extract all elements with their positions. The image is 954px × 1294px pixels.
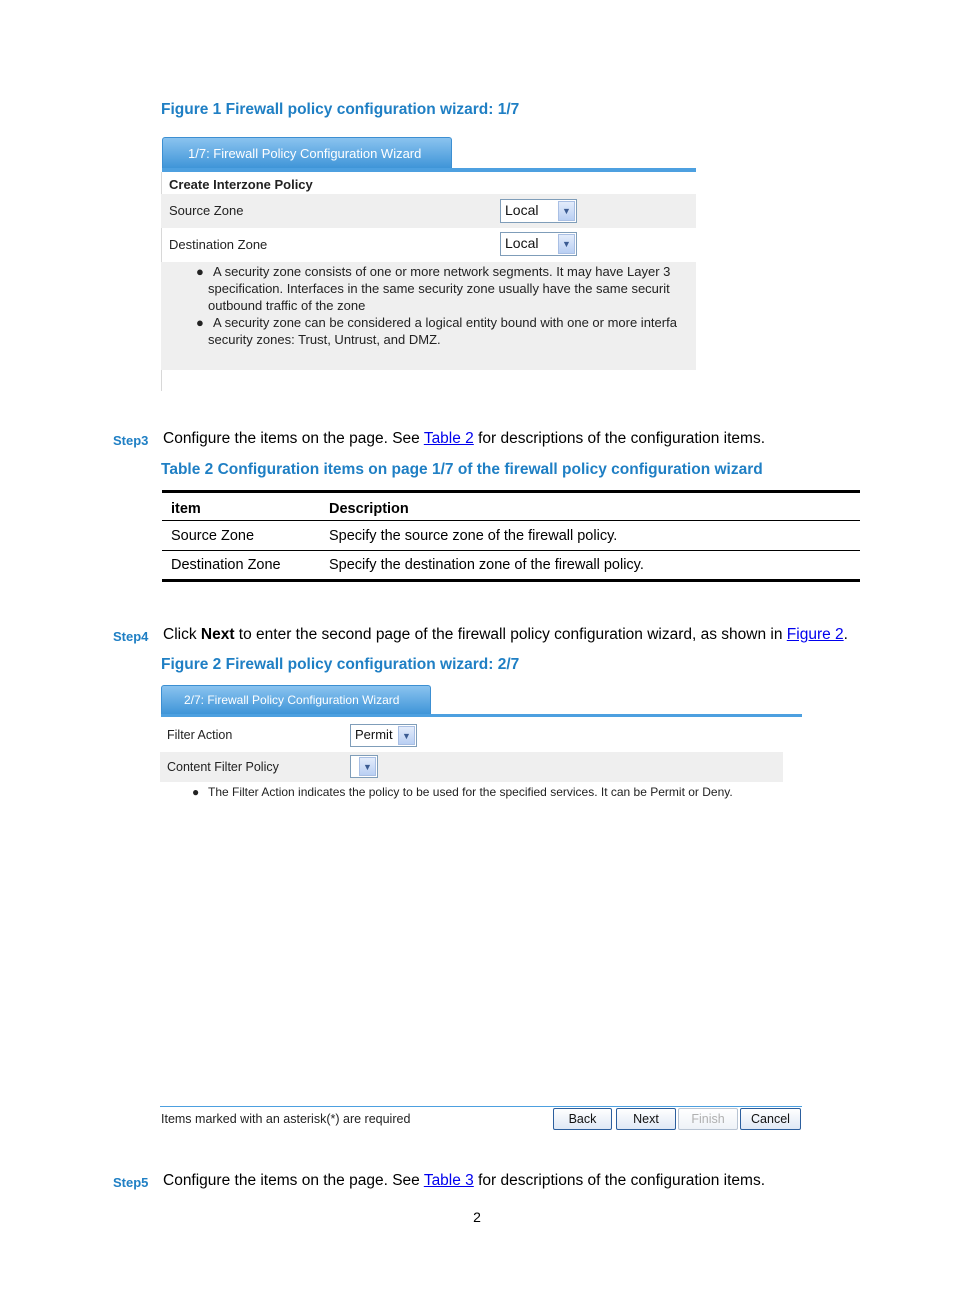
table-cell: Destination Zone [171,557,281,573]
chevron-down-icon[interactable]: ▼ [558,201,575,221]
step4-text-after: . [843,626,848,643]
table-bottom-rule [162,579,860,582]
destination-zone-value: Local [505,235,539,251]
table-header-row [162,493,860,520]
step4-label: Step4 [113,629,149,644]
figure2-wizard-panel [160,684,802,1134]
destination-zone-select[interactable] [500,232,577,256]
figure2-caption: Figure 2 Firewall policy configuration wizard: 2/7 [161,656,520,673]
chevron-down-icon[interactable]: ▼ [558,234,575,254]
table-cell: Specify the destination zone of the firewall policy. [329,557,644,573]
table2-caption: Table 2 Configuration items on page 1/7 of the firewall policy configuration wizard [161,461,763,478]
tab-underline [161,714,802,717]
step4-text-before: Click [163,626,201,643]
content-filter-label: Content Filter Policy [167,760,279,774]
back-button[interactable]: Back [553,1108,612,1130]
table2-link[interactable]: Table 2 [423,430,474,447]
table3-link[interactable]: Table 3 [423,1172,474,1189]
chevron-down-icon[interactable]: ▼ [359,757,376,776]
note-line: A security zone consists of one or more network segments. It may have Layer 3 [213,264,671,279]
step3-label: Step3 [113,433,149,448]
table-row [162,521,860,550]
finish-button[interactable]: Finish [678,1108,738,1130]
figure1-caption: Figure 1 Firewall policy configuration wizard: 1/7 [161,101,520,118]
section-title: Create Interzone Policy [169,177,313,192]
step5-text [163,1172,765,1190]
source-zone-label: Source Zone [169,203,244,218]
destination-zone-label: Destination Zone [169,237,268,252]
required-note: Items marked with an asterisk(*) are required [161,1112,411,1126]
step5-label: Step5 [113,1175,149,1190]
table-cell: Source Zone [171,528,255,544]
wizard-tab-1 [162,137,452,168]
cancel-button[interactable]: Cancel [740,1108,801,1130]
bullet-icon: ● [196,264,204,279]
filter-action-label: Filter Action [167,728,233,742]
table-cell: Specify the source zone of the firewall policy. [329,528,618,544]
step5-text-before: Configure the items on the page. See [163,1172,424,1189]
bullet-icon: ● [192,785,200,799]
step3-text [163,430,765,448]
source-zone-select[interactable] [500,199,577,223]
step4-text-middle: to enter the second page of the firewall policy configuration wizard, as shown in [234,626,787,643]
step4-bold-next: Next [200,626,235,643]
header-item: item [171,501,201,517]
header-description: Description [329,501,409,517]
note-line: specification. Interfaces in the same security zone usually have the same securit [208,281,670,296]
footer-divider [160,1106,802,1107]
step5-text-after: for descriptions of the configuration items. [473,1172,765,1189]
next-button[interactable]: Next [616,1108,676,1130]
bullet-icon: ● [196,315,204,330]
note-line: A security zone can be considered a logical entity bound with one or more interfa [213,315,677,330]
note-line: outbound traffic of the zone [208,298,366,313]
filter-action-select[interactable] [350,724,417,747]
step3-text-after: for descriptions of the configuration items. [473,430,765,447]
table-row [162,551,860,579]
note-line: security zones: Trust, Untrust, and DMZ. [208,332,441,347]
page-number: 2 [473,1209,481,1225]
step3-text-before: Configure the items on the page. See [163,430,424,447]
source-zone-value: Local [505,202,539,218]
wizard-tab-title: 1/7: Firewall Policy Configuration Wizard [188,145,422,161]
figure1-wizard-panel [161,136,696,391]
tab-underline [162,168,696,172]
step4-text [163,626,848,644]
filter-action-value: Permit [355,727,393,742]
content-filter-select[interactable] [350,755,378,778]
chevron-down-icon[interactable]: ▼ [398,726,415,745]
filter-action-note: The Filter Action indicates the policy to be used for the specified services. It can be Permit or Deny. [208,785,733,799]
wizard-tab-title: 2/7: Firewall Policy Configuration Wizard [184,693,400,707]
wizard-tab-2 [161,685,431,714]
figure2-link[interactable]: Figure 2 [786,626,844,643]
